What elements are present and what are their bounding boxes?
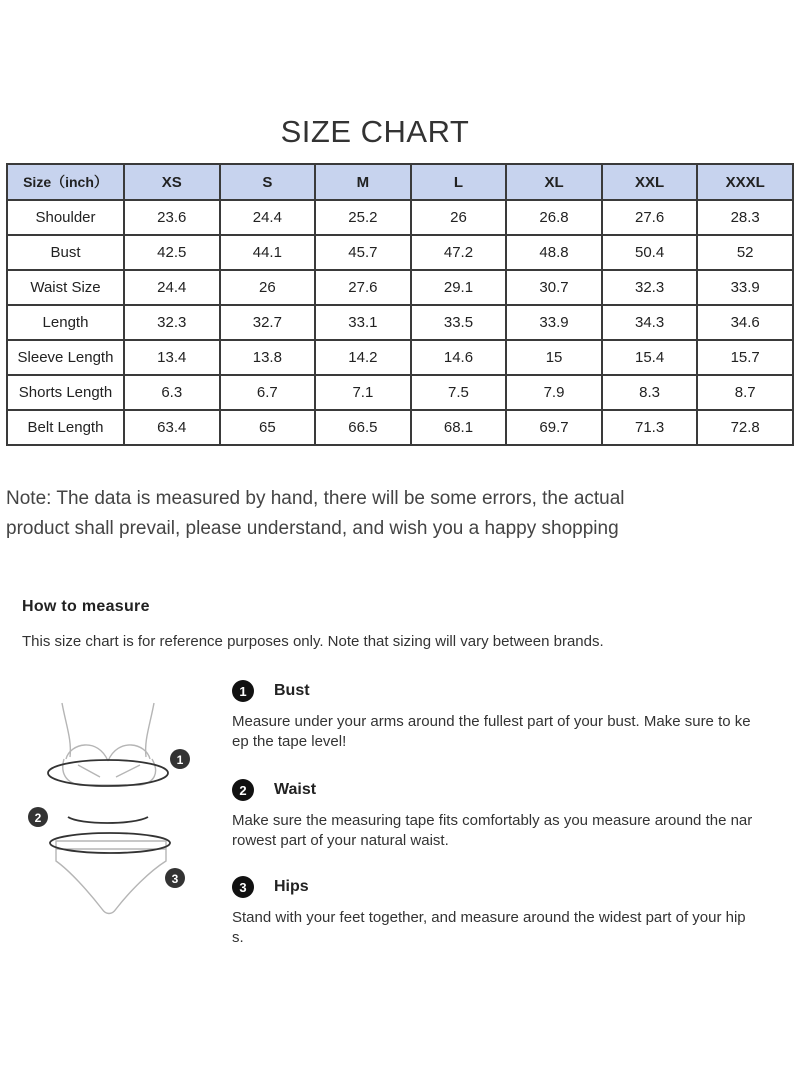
column-header: XXL (602, 164, 698, 200)
table-cell: 63.4 (124, 410, 220, 445)
table-cell: 52 (697, 235, 793, 270)
column-header: Size（inch） (7, 164, 124, 200)
step-title: Waist (274, 781, 317, 798)
measurement-note: Note: The data is measured by hand, there will be some errors, the actual product shall prevail, please understand, and wish you a happy shopping (6, 488, 625, 539)
step-number-badge: 3 (232, 876, 254, 898)
table-cell: 8.7 (697, 375, 793, 410)
table-cell: 26.8 (506, 200, 602, 235)
table-cell: 15.4 (602, 340, 698, 375)
table-header-row (7, 164, 793, 200)
table-cell: 14.6 (411, 340, 507, 375)
step-bust (232, 680, 772, 752)
table-cell: 13.4 (124, 340, 220, 375)
column-header: XL (506, 164, 602, 200)
table-cell: 13.8 (220, 340, 316, 375)
step-title: Hips (274, 878, 309, 895)
table-row (7, 200, 793, 235)
row-label: Sleeve Length (7, 340, 124, 375)
row-label: Bust (7, 235, 124, 270)
table-cell: 42.5 (124, 235, 220, 270)
table-cell: 32.3 (124, 305, 220, 340)
step-description: Make sure the measuring tape fits comfortably as you measure around the narrowest part of your natural waist. (232, 812, 753, 849)
how-to-measure-title: How to measure (22, 598, 150, 615)
table-cell: 32.3 (602, 270, 698, 305)
table-cell: 14.2 (315, 340, 411, 375)
step-title: Bust (274, 682, 310, 699)
table-cell: 23.6 (124, 200, 220, 235)
table-cell: 65 (220, 410, 316, 445)
table-cell: 47.2 (411, 235, 507, 270)
table-cell: 6.7 (220, 375, 316, 410)
column-header: L (411, 164, 507, 200)
step-number-badge: 2 (232, 779, 254, 801)
table-cell: 34.3 (602, 305, 698, 340)
table-cell: 24.4 (220, 200, 316, 235)
table-cell: 50.4 (602, 235, 698, 270)
table-cell: 69.7 (506, 410, 602, 445)
row-label: Length (7, 305, 124, 340)
table-cell: 26 (411, 200, 507, 235)
table-row (7, 305, 793, 340)
marker-3-label: 3 (171, 872, 179, 886)
table-cell: 7.5 (411, 375, 507, 410)
row-label: Shoulder (7, 200, 124, 235)
table-cell: 29.1 (411, 270, 507, 305)
table-body (7, 200, 793, 445)
table-row (7, 235, 793, 270)
table-cell: 33.9 (506, 305, 602, 340)
table-cell: 72.8 (697, 410, 793, 445)
marker-1-label: 1 (176, 753, 184, 767)
size-table (6, 163, 794, 446)
table-cell: 27.6 (602, 200, 698, 235)
table-cell: 7.9 (506, 375, 602, 410)
step-description: Stand with your feet together, and measure around the widest part of your hips. (232, 909, 746, 946)
chart-title: SIZE CHART (280, 114, 470, 149)
swimsuit-illustration (20, 695, 220, 945)
step-number-badge: 1 (232, 680, 254, 702)
how-to-measure-description: This size chart is for reference purposes only. Note that sizing will vary between brands. (22, 633, 604, 650)
table-cell: 26 (220, 270, 316, 305)
column-header: M (315, 164, 411, 200)
step-waist (232, 779, 772, 851)
table-cell: 45.7 (315, 235, 411, 270)
step-description: Measure under your arms around the fullest part of your bust. Make sure to keep the tape level! (232, 713, 751, 750)
table-row (7, 270, 793, 305)
table-cell: 28.3 (697, 200, 793, 235)
table-cell: 48.8 (506, 235, 602, 270)
step-hips (232, 876, 772, 948)
row-label: Shorts Length (7, 375, 124, 410)
marker-2-label: 2 (34, 811, 42, 825)
row-label: Belt Length (7, 410, 124, 445)
table-cell: 25.2 (315, 200, 411, 235)
table-cell: 68.1 (411, 410, 507, 445)
table-cell: 33.9 (697, 270, 793, 305)
table-cell: 8.3 (602, 375, 698, 410)
table-row (7, 340, 793, 375)
table-row (7, 410, 793, 445)
table-cell: 66.5 (315, 410, 411, 445)
column-header: XXXL (697, 164, 793, 200)
column-header: XS (124, 164, 220, 200)
table-cell: 15.7 (697, 340, 793, 375)
table-cell: 71.3 (602, 410, 698, 445)
table-cell: 15 (506, 340, 602, 375)
table-cell: 44.1 (220, 235, 316, 270)
table-cell: 30.7 (506, 270, 602, 305)
table-row (7, 375, 793, 410)
measurement-figure (20, 695, 220, 945)
table-cell: 6.3 (124, 375, 220, 410)
table-cell: 34.6 (697, 305, 793, 340)
table-cell: 27.6 (315, 270, 411, 305)
table-cell: 33.1 (315, 305, 411, 340)
row-label: Waist Size (7, 270, 124, 305)
table-cell: 7.1 (315, 375, 411, 410)
table-cell: 24.4 (124, 270, 220, 305)
table-cell: 32.7 (220, 305, 316, 340)
table-cell: 33.5 (411, 305, 507, 340)
column-header: S (220, 164, 316, 200)
